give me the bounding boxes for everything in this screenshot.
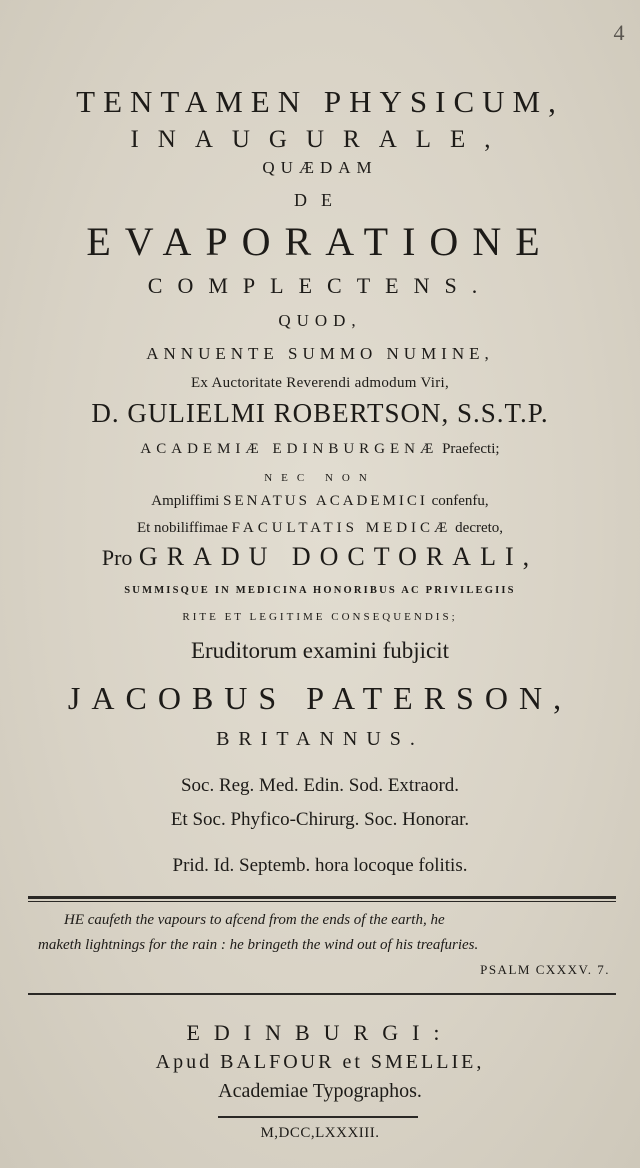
imprint-printers: Academiae Typographos. [218, 1080, 422, 1102]
imprint-city: EDINBURGI: [186, 1020, 454, 1045]
confenfu: confenfu, [431, 493, 489, 509]
title-line-annuente: ANNUENTE SUMMO NUMINE, [146, 344, 494, 363]
epigraph-line-2: maketh lightnings for the rain : he bringeth the wind out of his treafuries. [38, 937, 479, 953]
imprint-apud: Apud BALFOUR et SMELLIE, [155, 1051, 485, 1073]
title-line-soc-phyfico: Et Soc. Phyfico-Chirurg. Soc. Honorar. [170, 809, 470, 830]
praefecti: Praefecti; [442, 441, 500, 457]
title-line-robertson: D. GULIELMI ROBERTSON, S.S.T.P. [91, 398, 549, 428]
upper-rule-thin [28, 901, 616, 902]
title-line-summisque: SUMMISQUE IN MEDICINA HONORIBUS AC PRIVILEGIIS [124, 585, 516, 596]
title-line-eruditorum: Eruditorum examini fubjicit [190, 638, 450, 663]
title-line-auctoritate: Ex Auctoritate Reverendi admodum Viri, [190, 375, 450, 391]
title-line-facultatis [0, 520, 640, 537]
decreto: decreto, [455, 520, 504, 536]
title-line-jacobus-paterson: JACOBUS PATERSON, [67, 680, 573, 716]
corner-page-mark: 4 [613, 20, 625, 45]
title-line-prid: Prid. Id. Septemb. hora locoque folitis. [172, 855, 468, 876]
epigraph-line-1: HE caufeth the vapours to afcend from the ends of the earth, he [64, 912, 445, 928]
title-line-britannus: BRITANNUS. [216, 728, 424, 750]
academiae-edinburgenae: ACADEMIÆ EDINBURGENÆ [140, 441, 439, 457]
gradu-doctorali: GRADU DOCTORALI, [138, 542, 539, 571]
title-line-gradu [0, 542, 640, 572]
title-line-quaedam: QUÆDAM [262, 158, 378, 177]
imprint-rule [218, 1116, 418, 1118]
lower-rule [28, 993, 616, 995]
facultatis-medicae: FACULTATIS MEDICÆ [231, 520, 452, 536]
et-nobiliffimae: Et nobiliffimae [136, 520, 228, 536]
title-line-soc-reg: Soc. Reg. Med. Edin. Sod. Extraord. [180, 775, 460, 796]
title-line-complectens: COMPLECTENS. [147, 273, 493, 298]
title-line-quod: QUOD, [278, 311, 362, 330]
pro: Pro [101, 545, 133, 570]
title-line-de: DE [294, 190, 346, 210]
title-line-rite: RITE ET LEGITIME CONSEQUENDIS; [182, 611, 458, 623]
title-line-inaugurale: INAUGURALE, [130, 126, 510, 153]
title-line-nec-non: NEC NON [264, 472, 376, 484]
imprint-year: M,DCC,LXXXIII. [260, 1125, 380, 1141]
ampliffimi: Ampliffimi [151, 493, 220, 509]
title-line-senatus [0, 493, 640, 510]
senatus-academici: SENATUS ACADEMICI [223, 493, 428, 509]
title-line-academiae [0, 441, 640, 458]
epigraph-citation: PSALM CXXXV. 7. [480, 962, 610, 977]
upper-rule [28, 896, 616, 899]
title-line-evaporatione: EVAPORATIONE [86, 219, 554, 264]
title-line-tentamen: TENTAMEN PHYSICUM, [76, 84, 564, 119]
